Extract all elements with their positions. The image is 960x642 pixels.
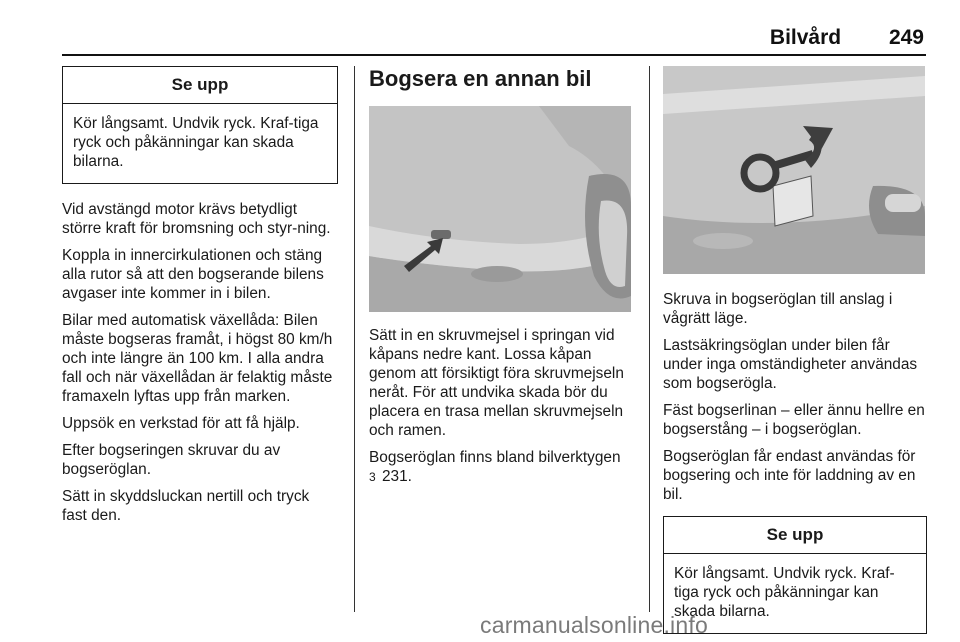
column-divider-1 — [354, 66, 355, 612]
paragraph: Koppla in innercirkulationen och stäng alla rutor så att den bogserande bilens avgaser inte kommer in i bilen. — [62, 247, 324, 302]
paragraph: Lastsäkringsöglan under bilen får under inga omständigheter användas som bogserögla. — [663, 337, 918, 392]
warning-title: Se upp — [63, 67, 337, 104]
paragraph: Fäst bogserlinan – eller ännu hellre en bogserstång – i bogseröglan. — [663, 402, 925, 438]
paragraph: Sätt in en skruvmejsel i springan vid kåpans nedre kant. Lossa kåpan genom att försiktigt föra skruvmejseln neråt. För att undvika skada bör du placera en trasa mellan skruvmejseln och ramen. — [369, 327, 624, 439]
paragraph: Sätt in skyddsluckan nertill och tryck fast den. — [62, 488, 310, 524]
right-column — [663, 66, 927, 634]
page-header — [770, 26, 924, 50]
paragraph: Uppsök en verkstad för att få hjälp. — [62, 415, 300, 432]
page-reference-icon: 3 — [369, 470, 376, 484]
page-number: 249 — [888, 26, 924, 49]
warning-title: Se upp — [664, 517, 926, 554]
towing-eye-figure — [663, 66, 925, 274]
paragraph — [369, 448, 633, 487]
paragraph: Skruva in bogseröglan till anslag i vågrätt läge. — [663, 291, 893, 327]
column-divider-2 — [649, 66, 650, 612]
watermark: carmanualsonline.info — [480, 612, 708, 638]
header-rule — [62, 54, 926, 56]
warning-text: Kör långsamt. Undvik ryck. Kraf-tiga ryck och påkänningar kan skada bilarna. — [674, 565, 895, 620]
paragraph: Efter bogseringen skruvar du av bogseröglan. — [62, 442, 281, 478]
paragraph: Vid avstängd motor krävs betydligt större kraft för bromsning och styr-ning. — [62, 201, 331, 237]
middle-column — [369, 66, 633, 495]
left-column — [62, 66, 338, 533]
rear-bumper-figure — [369, 106, 631, 312]
paragraph: Bilar med automatisk växellåda: Bilen måste bogseras framåt, i högst 80 km/h och inte längre än 100 km. I alla andra fall och när växellådan är felaktig måste framaxeln lyftas upp från marken. — [62, 312, 333, 405]
section-title: Bogsera en annan bil — [369, 66, 592, 91]
paragraph: Bogseröglan får endast användas för bogsering och inte för laddning av en bil. — [663, 448, 916, 503]
warning-text: Kör långsamt. Undvik ryck. Kraf-tiga ryck och påkänningar kan skada bilarna. — [73, 115, 319, 170]
chapter-title: Bilvård — [769, 26, 842, 49]
page-reference-link[interactable]: 231. — [381, 468, 412, 485]
paragraph-text: Bogseröglan finns bland bilverktygen — [369, 449, 621, 466]
warning-box — [62, 66, 338, 184]
